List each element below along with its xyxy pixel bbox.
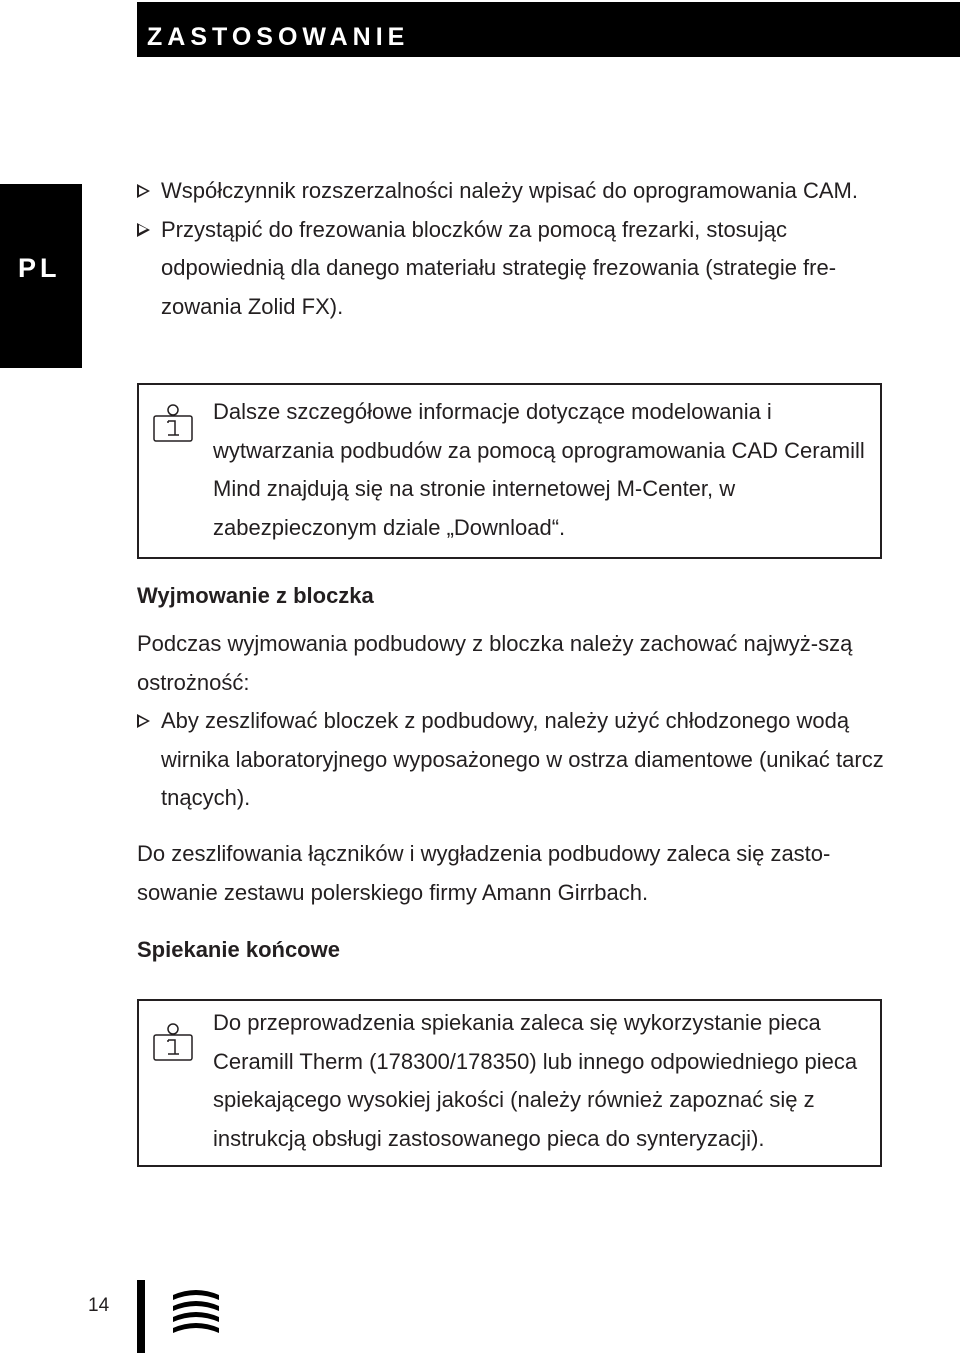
info-icon [153, 402, 193, 442]
bullet-list-removal [137, 702, 887, 818]
triangle-bullet-icon [137, 714, 150, 728]
list-item [137, 702, 887, 818]
header-bar [137, 2, 960, 57]
info-icon [153, 1021, 193, 1061]
amann-girrbach-logo-icon [171, 1287, 221, 1335]
language-label: PL [18, 253, 61, 283]
triangle-bullet-icon [137, 223, 150, 237]
section-heading-sintering: Spiekanie końcowe [137, 937, 340, 962]
removal-intro: Podczas wyjmowania podbudowy z bloczka należy zachować najwyż-szą ostrożność: [137, 631, 853, 695]
page-number: 14 [88, 1295, 110, 1316]
list-item-text: Aby zeszlifować bloczek z podbudowy, należy użyć chłodzonego wodą wirnika laboratoryjnego wyposażonego w ostrza diamentowe (unikać tarcz tnących). [161, 708, 884, 811]
info-box-text: Do przeprowadzenia spiekania zaleca się wykorzystanie pieca Ceramill Therm (178300/178350) lub innego odpowiedniego pieca spiekającego wysokiej jakości (należy również zapoznać się z instrukcją obsługi zastosowanego pieca do synteryzacji). [213, 1010, 858, 1152]
triangle-bullet-icon [137, 184, 150, 198]
info-box-design [137, 383, 882, 559]
page-title: ZASTOSOWANIE [147, 23, 410, 51]
list-item [137, 172, 887, 211]
removal-paragraph: Do zeszlifowania łączników i wygładzenia podbudowy zaleca się zasto-sowanie zestawu polerskiego firmy Amann Girrbach. [137, 841, 831, 905]
list-item-text: Współczynnik rozszerzalności należy wpisać do oprogramowania CAM. [161, 178, 858, 203]
footer-divider [137, 1280, 145, 1353]
info-box-sintering [137, 999, 882, 1167]
bullet-list-top [137, 172, 887, 327]
section-heading-removal: Wyjmowanie z bloczka [137, 583, 374, 608]
list-item [137, 211, 887, 327]
list-item-text: Przystąpić do frezowania bloczków za pomocą frezarki, stosując odpowiednią dla danego materiału strategię frezowania (strategie fre-zowania Zolid FX). [161, 216, 837, 320]
language-tab [0, 184, 82, 368]
info-box-text: Dalsze szczegółowe informacje dotyczące modelowania i wytwarzania podbudów za pomocą oprogramowania CAD Ceramill Mind znajdują się na stronie internetowej M-Center, w zabezpieczonym dziale „Download“. [213, 399, 865, 541]
